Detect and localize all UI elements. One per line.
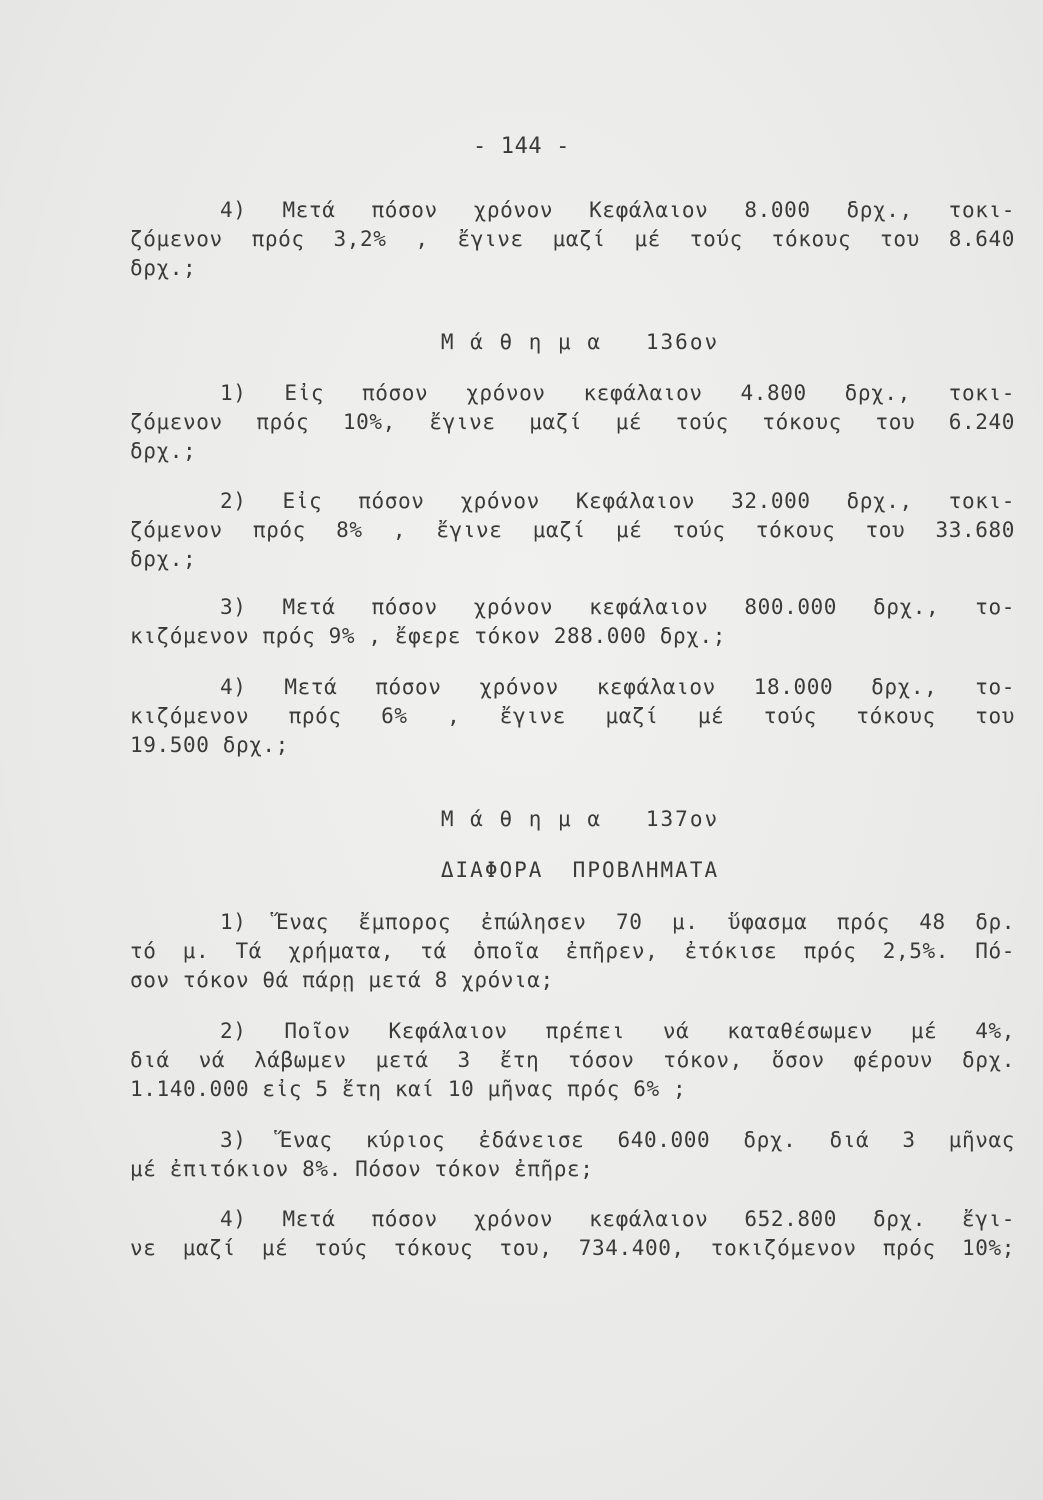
misc-problem-2-line-1: 2) Ποῖον Κεφάλαιον πρέπει νά καταθέσωμεν μέ 4%, (220, 1019, 1015, 1043)
section-title: ΔΙΑΦΟΡΑ ΠΡΟΒΛΗΜΑΤΑ (440, 858, 720, 882)
problem-4-line-3: δρχ.; (130, 256, 197, 280)
problem-4b-line-1: 4) Μετά πόσον χρόνον κεφάλαιον 18.000 δρχ., το- (220, 675, 1015, 699)
lesson-137-heading: Μ ά θ η μ α 137ον (440, 807, 720, 831)
misc-problem-2-line-3: 1.140.000 εἰς 5 ἔτη καί 10 μῆνας πρός 6% ; (130, 1077, 687, 1101)
lesson-136-heading: Μ ά θ η μ α 136ον (440, 330, 720, 354)
misc-problem-1-line-1: 1) Ἕνας ἔμπορος ἐπώλησεν 70 μ. ὕφασμα πρός 48 δρ. (220, 910, 1015, 934)
misc-problem-2-line-2: διά νά λάβωμεν μετά 3 ἔτη τόσον τόκον, ὅσον φέρουν δρχ. (130, 1048, 1015, 1072)
misc-problem-3-line-1: 3) Ἕνας κύριος ἐδάνεισε 640.000 δρχ. διά 3 μῆνας (220, 1128, 1015, 1152)
problem-1-line-3: δρχ.; (130, 439, 197, 463)
problem-2-line-1: 2) Εἰς πόσον χρόνον Κεφάλαιον 32.000 δρχ., τοκι- (220, 489, 1015, 513)
problem-2-line-3: δρχ.; (130, 547, 197, 571)
problem-4-line-1: 4) Μετά πόσον χρόνον Κεφάλαιον 8.000 δρχ., τοκι- (220, 198, 1015, 222)
problem-4-line-2: ζόμενον πρός 3,2% , ἔγινε μαζί μέ τούς τόκους του 8.640 (130, 227, 1015, 251)
problem-3-line-1: 3) Μετά πόσον χρόνον κεφάλαιον 800.000 δρχ., το- (220, 595, 1015, 619)
misc-problem-3-line-2: μέ ἐπιτόκιον 8%. Πόσον τόκον ἐπῆρε; (130, 1157, 594, 1181)
problem-4b-line-2: κιζόμενον πρός 6% , ἔγινε μαζί μέ τούς τόκους του (130, 704, 1015, 728)
problem-1-line-2: ζόμενον πρός 10%, ἔγινε μαζί μέ τούς τόκους του 6.240 (130, 410, 1015, 434)
problem-1-line-1: 1) Εἰς πόσον χρόνον κεφάλαιον 4.800 δρχ., τοκι- (220, 381, 1015, 405)
problem-2-line-2: ζόμενον πρός 8% , ἔγινε μαζί μέ τούς τόκους του 33.680 (130, 518, 1015, 542)
page-number: - 144 - (473, 134, 570, 159)
misc-problem-1-line-2: τό μ. Τά χρήματα, τά ὁποῖα ἐπῆρεν, ἐτόκισε πρός 2,5%. Πό- (130, 939, 1015, 963)
problem-3-line-2: κιζόμενον πρός 9% , ἔφερε τόκον 288.000 δρχ.; (130, 624, 726, 648)
misc-problem-1-line-3: σον τόκον θά πάρῃ μετά 8 χρόνια; (130, 968, 554, 992)
misc-problem-4-line-1: 4) Μετά πόσον χρόνον κεφάλαιον 652.800 δρχ. ἔγι- (220, 1207, 1015, 1231)
misc-problem-4-line-2: νε μαζί μέ τούς τόκους του, 734.400, τοκιζόμενον πρός 10%; (130, 1236, 1015, 1260)
problem-4b-line-3: 19.500 δρχ.; (130, 733, 289, 757)
